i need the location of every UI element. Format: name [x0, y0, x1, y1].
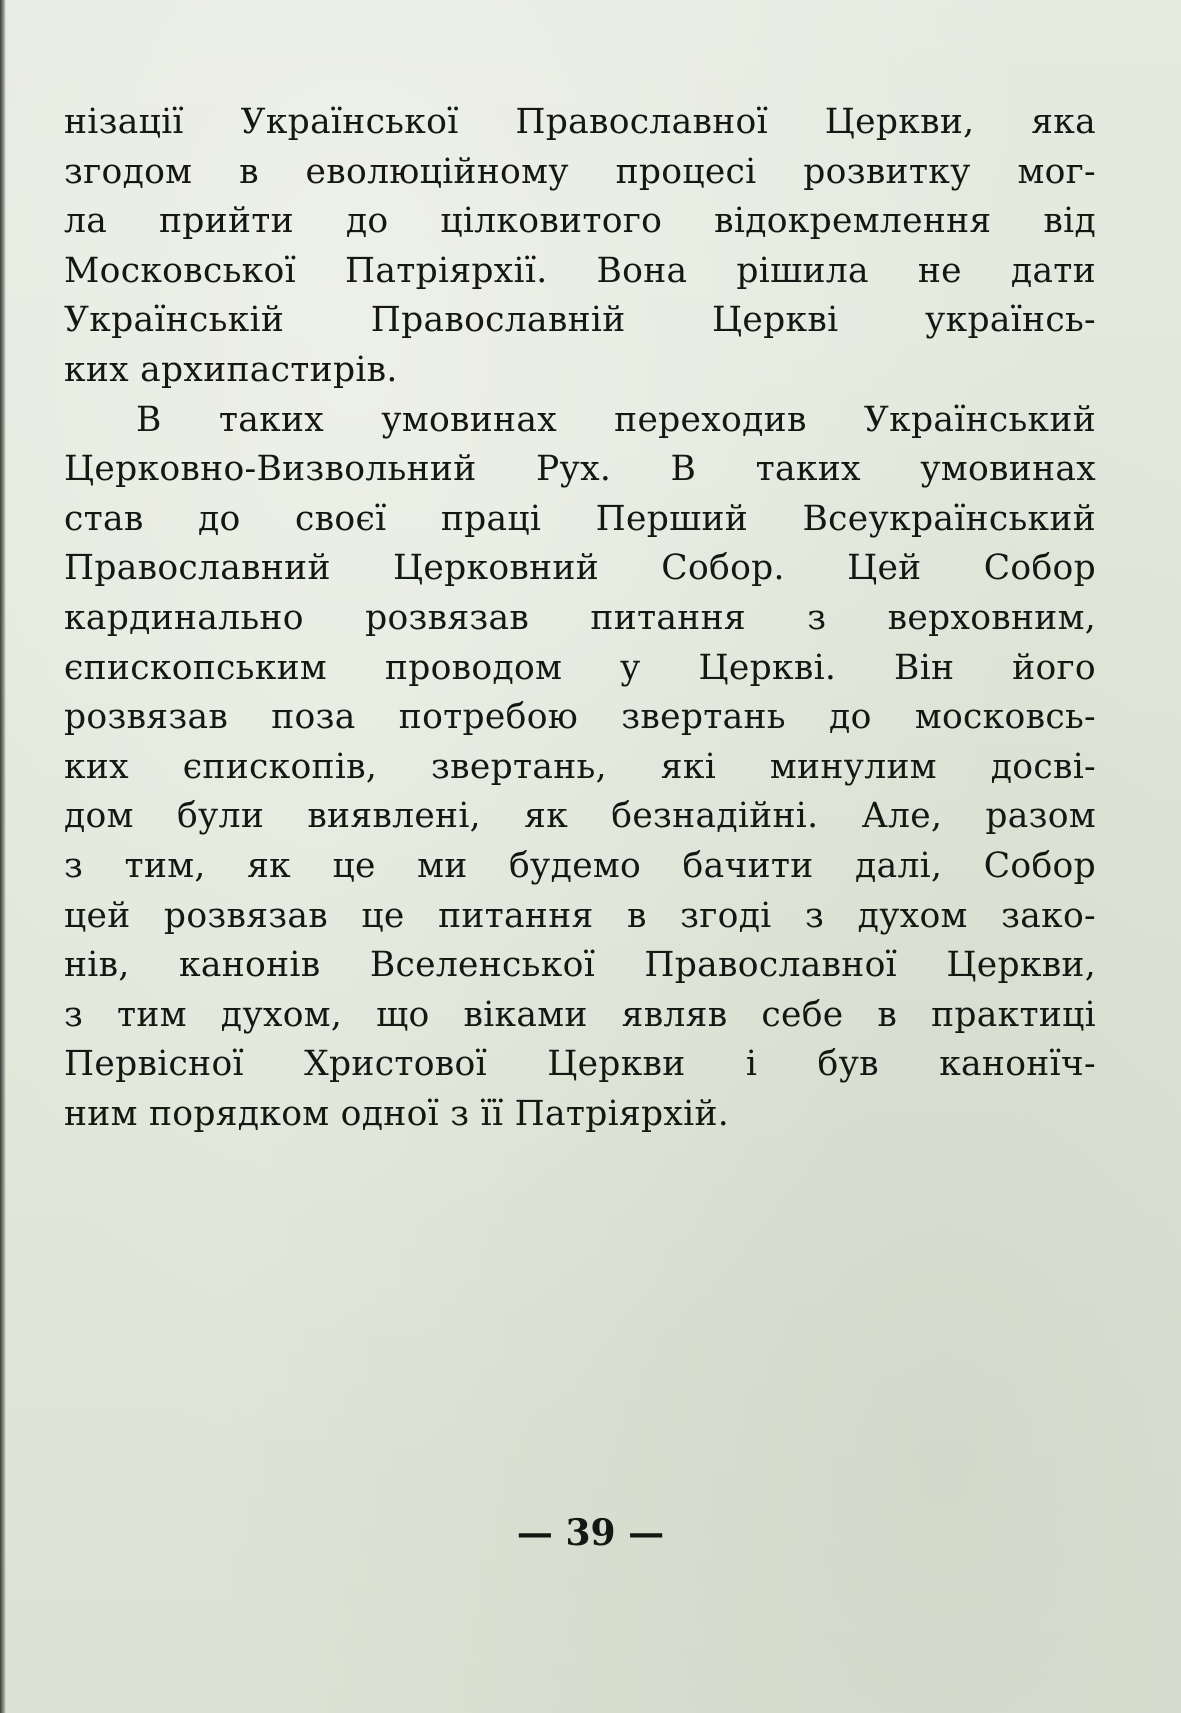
text-line: нів, канонів Вселенської Православної Церкви,	[64, 945, 1096, 986]
text-line: розвязав поза потребою звертань до московсь-	[64, 697, 1096, 738]
text-line: нізації Української Православної Церкви, яка	[64, 102, 1096, 142]
text-line: Православний Церковний Собор. Цей Собор	[64, 548, 1096, 589]
text-line: ких єпископів, звертань, які минулим досві-	[64, 746, 1096, 787]
text-line: ним порядком одної з її Патріярхій.	[64, 1093, 730, 1134]
page-binding-edge	[0, 0, 6, 1713]
text-line: дом були виявлені, як безнадійні. Але, разом	[64, 796, 1096, 837]
paragraph-1	[64, 98, 1096, 396]
text-line: з тим духом, що віками являв себе в практиці	[64, 994, 1096, 1035]
text-line: Московської Патріярхії. Вона рішила не дати	[64, 250, 1096, 291]
page-number: — 39 —	[516, 1512, 665, 1554]
text-line: з тим, як це ми будемо бачити далі, Собор	[64, 845, 1096, 886]
text-line: Первісної Христової Церкви і був канонїч-	[64, 1044, 1096, 1085]
text-line: цей розвязав це питання в згоді з духом зако-	[64, 895, 1096, 936]
paragraph-2	[64, 396, 1096, 1140]
text-line: кардинально розвязав питання з верховним,	[64, 597, 1096, 638]
text-line: єпископським проводом у Церкві. Він його	[64, 647, 1096, 688]
text-line: В таких умовинах переходив Український	[136, 399, 1096, 440]
text-line: згодом в еволюційному процесі розвитку мог-	[64, 151, 1096, 192]
text-line: Церковно-Визвольний Рух. В таких умовинах	[64, 449, 1096, 490]
body-text	[64, 98, 1096, 1139]
text-line: став до своєї праці Перший Всеукраїнський	[64, 498, 1096, 539]
text-line: ла прийти до цілковитого відокремлення від	[64, 201, 1096, 242]
text-line: Українській Православній Церкві українсь-	[64, 300, 1096, 341]
text-line: ких архипастирів.	[64, 349, 398, 390]
